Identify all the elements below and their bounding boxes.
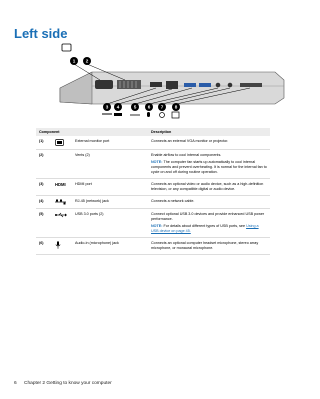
row-number: (6) [36,238,52,255]
table-row [36,238,270,255]
hdmi-port-shape [150,82,162,87]
usb-port-shape-1 [184,83,196,87]
note [151,224,267,234]
table-row [36,179,270,196]
note-label: NOTE: [151,160,163,164]
note [151,160,267,175]
component-description: Connects an optional computer headset microphone, stereo array microphone, or monaural microphone. [148,238,270,255]
component-column-header: Component [36,128,148,136]
row-number: (4) [36,196,52,209]
table-row [36,150,270,179]
vga-port-shape [95,80,113,89]
table-header-row [36,128,270,136]
vga-port-icon [52,136,72,150]
component-description: Connect optional USB 3.0 devices and provide enhanced USB power performance. [151,212,265,221]
row-number: (3) [36,179,52,196]
callout-6: 6 [147,104,151,110]
component-description: Connects an optional video or audio device, such as a high-definition television, or any compatible digital or audio device. [148,179,270,196]
network-icon [52,196,72,209]
table-row [36,196,270,209]
table-row [36,209,270,238]
vent-shape [117,80,141,89]
callout-5: 5 [133,104,137,110]
microphone-icon [52,238,72,255]
vga-icon [62,44,71,51]
component-description: Connects an external VGA monitor or projector. [148,136,270,150]
description-column-header: Description [148,128,270,136]
component-name: RJ-45 (network) jack [72,196,148,209]
headphone-icon [160,113,165,118]
row-number: (1) [36,136,52,150]
component-name: HDMI port [72,179,148,196]
component-description: Connects a network cable. [148,196,270,209]
usb-device-link[interactable]: Using a USB device on page 45. [151,224,259,233]
audio-out-jack-shape [228,83,233,88]
usb-icon [52,209,72,238]
rj45-port-shape [166,81,178,89]
component-name: Vents (2) [72,150,148,179]
page-title: Left side [14,26,68,41]
usb-port-shape-2 [199,83,211,87]
sd-card-icon [172,112,179,118]
component-description: Enable airflow to cool internal components. [151,153,222,157]
table-row [36,136,270,150]
component-table [36,128,270,255]
card-reader-slot-shape [240,83,262,87]
page-number: 6 [14,381,17,386]
callout-8: 8 [174,104,178,110]
callout-7: 7 [160,104,164,110]
callout-2: 2 [85,58,89,64]
row-number: (2) [36,150,52,179]
callout-3: 3 [105,104,109,110]
chapter-title: Chapter 2 Getting to know your computer [24,381,112,386]
note-text: The computer fan starts up automatically to cool internal components and prevent overheating. It is normal for the internal fan to cycle on and off during routine operation. [151,160,267,174]
note-label: NOTE: [151,224,163,228]
audio-in-jack-shape [216,83,221,88]
callout-4: 4 [116,104,120,110]
microphone-icon [147,112,150,117]
laptop-left-side-illustration [0,0,300,130]
note-text: For details about different types of USB ports, see [163,224,246,228]
component-name: USB 3.0 ports (2) [72,209,148,238]
network-icon [114,113,122,116]
component-name: External monitor port [72,136,148,150]
component-name: Audio-in (microphone) jack [72,238,148,255]
page-footer [14,381,118,386]
hdmi-icon [52,179,72,196]
row-number: (5) [36,209,52,238]
svg-text:HDMI: HDMI [55,182,66,187]
callout-1: 1 [72,58,76,64]
